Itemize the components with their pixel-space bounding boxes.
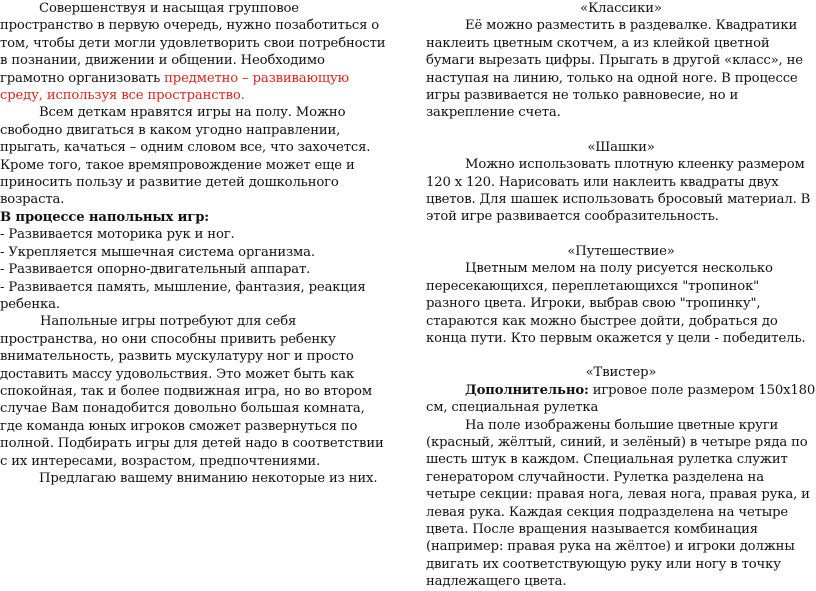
benefit-item: - Укрепляется мышечная система организма. <box>0 244 315 260</box>
game-title-travel: «Путешествие» <box>567 243 675 259</box>
floor-games-paragraph: Всем деткам нравятся игры на полу. Можно свободно двигаться в каком угодно направлении, прыгать, качаться – одним словом все, что захочется. Кроме того, такое времяпровождение может еще и приносить пользу и развитие детей дошкольного возраста. <box>0 105 371 208</box>
intro-text: Совершенствуя и насыщая групповое пространство в первую очередь, нужно позаботиться о том, чтобы дети могли удовлетворить свои потребности в познании, движении и общении. Необходимо грамотно организовать <box>0 1 386 86</box>
left-column <box>0 0 386 487</box>
benefit-item: - Развивается память, мышление, фантазия, реакция ребенка. <box>0 279 366 312</box>
right-column <box>426 0 816 591</box>
intro-highlight: предметно – развивающую среду, используя все пространство. <box>0 70 349 104</box>
requirements-text: игровое поле размером 150х180 см, специальная рулетка <box>426 382 816 416</box>
benefit-item: - Развивается опорно-двигательный аппарат. <box>0 262 311 278</box>
benefit-item: - Развивается моторика рук и ног. <box>0 227 235 243</box>
game-text-classics: Её можно разместить в раздевалке. Квадратики наклеить цветным скотчем, а из клейкой цветной бумаги вырезать цифры. Прыгать в другой «класс», не наступая на линию, только на одной ноге. В процессе игры развивается не только равновесие, но и закрепление счета. <box>426 18 803 121</box>
game-requirements-twister <box>426 382 816 417</box>
game-text-twister: На поле изображены большие цветные круги (красный, жёлтый, синий, и зелёный) в четыре ряда по шесть штук в каждом. Специальная рулетка служит генератором случайности. Рулетка разделена на четыре секции: правая нога, левая нога, правая рука, и левая рука. Каждая секция подразделена на четыре цвета. После вращения называется комбинация (например: правая рука на жёлтое) и игроки должны двигать их соответствующую руку или ногу в точку надлежащего цвета. <box>426 417 810 590</box>
game-text-travel: Цветным мелом на полу рисуется несколько пересекающихся, переплетающихся "тропинок" разного цвета. Игроки, выбрав свою "тропинку", стараются как можно быстрее дойти, добраться до конца пути. Кто первым окажется у цели - победитель. <box>426 261 806 346</box>
game-text-checkers: 120 х 120. Нарисовать или наклеить квадраты двух цветов. Для шашек использовать бросовый материал. В этой игре развивается сообразительность. <box>426 174 811 225</box>
benefits-heading: В процессе напольных игр: <box>0 209 210 225</box>
game-text-checkers-first-line: Можно использовать плотную клеенку размером <box>465 157 805 173</box>
game-title-classics: «Классики» <box>580 1 662 16</box>
requirements-label: Дополнительно: <box>465 382 589 398</box>
game-title-twister: «Твистер» <box>585 365 657 381</box>
intro-paragraph <box>0 0 386 104</box>
closing-paragraph: Предлагаю вашему вниманию некоторые из них. <box>39 470 378 486</box>
space-paragraph: Напольные игры потребуют для себя пространства, но они способны привить ребенку внимательность, развить мускулатуру ног и просто доставить массу удовольствия. Это может быть как спокойная, так и более подвижная игра, но во втором случае Вам понадобится довольно большая комната, где команда юных игроков сможет развернуться по полной. Подбирать игры для детей надо в соответствии с их интересами, возрастом, предпочтениями. <box>0 314 384 469</box>
game-title-checkers: «Шашки» <box>587 139 655 155</box>
